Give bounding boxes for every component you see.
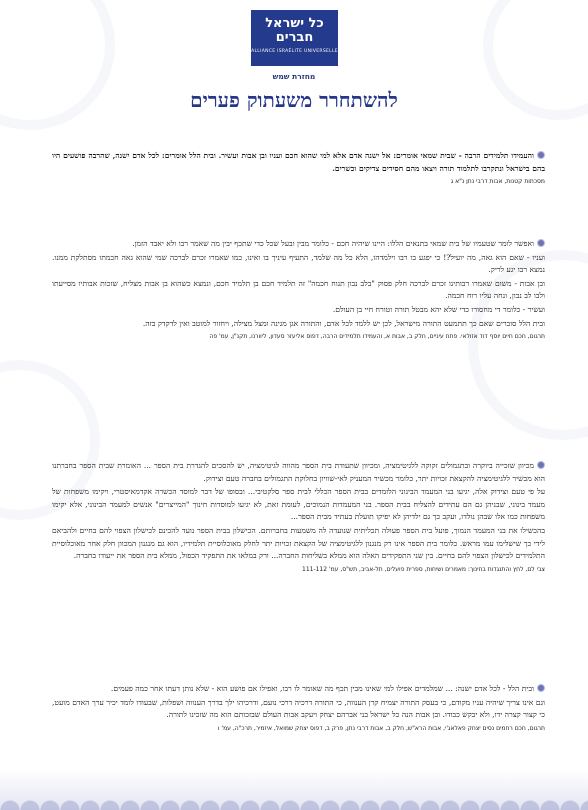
decorative-footer-band	[0, 770, 588, 810]
text-section-3	[52, 460, 545, 575]
paragraph: על פי טעם וצידוק אלה, יגיעו בני המעמד הבינוני הלומדים בבית הספר הכללי לבית ספר סלקטיבי... ובסופו של דבר למוסד הכשרה אקדמאיסטרי, ויקימו משפחות של מעמד בינוני, שבניהן גם הם עתידים להצליח בבית הספר. בני המעמדות הנמוכים, לעומת זאת, לא יגיעו למוסדות חינוך "המייצרים" אנשים למעמד הבינוני, אלא יקימו משפחות כמו אלו שבהן נולדו, ועקב כך גם ילדיהן לא יפיקו תועלת בעתיד מבית הספר...	[52, 487, 545, 522]
paragraph: ועשיר - כלומר די מחסורו כדי שלא יהא מבטל תורה וטורח חיי בן העולם.	[332, 304, 545, 314]
paragraph: וגם אינו צריך שיהיה עניו מקודם, כי בעסק התורה יצמיח קרן הענווה, כי התורה דרכיה דרכי נועם, ודרכיהו ילך בדרך הענווה ושפלות, שבעודו לומד יכיר ערך האדם מועט, כי קצור קצרה ידו, ולא יבקש כבודו. ובן אבות הנה כל ישראל בני אברהם יצחק ויעקב אבות העולם שבזכותם הוא מה שזכינו לתורה.	[52, 697, 545, 720]
logo-title: כל ישראל חברים	[265, 16, 324, 45]
org-unit-label: מחזרת שמש	[272, 72, 316, 81]
source-citation: צבי לם, לחץ והתנגדות בחינוך: מאמרים ושיחות, ספרית פועלים, תל-אביב, תש"ס, עמ' 111-112	[302, 565, 545, 573]
paragraph: ובן אבות - משום שאמרו רבותינו זכרם לברכה חלק פסוק "בלב נבון תנוח חכמה" זה תלמיד חכם בן תלמיד חכם, ונמצא כשהוא בן אבות מצליח, שזכות אבותיו מסייעתו ולבו לב נבון, ונחה עליו רוח חכמה.	[52, 278, 545, 301]
source-citation: תרגום, חכם חיים יוסף דוד אזולאי. פתח עיניים, חלק ב, אבות א, והעמידו תלמידים הרבה, דפוס אליעזר סעדון, ליוורנו, תקנ"ן, עמ' פה	[209, 333, 545, 341]
bullet-icon	[537, 684, 545, 692]
paragraph: ואפשר לומר שטעמיו של בית שמאי בתנאים הללו: היינו שיהיה חכם - כלומר מבין ובעל שכל כדי שתכף יבין מה שאמר רבו ולא יאבד הזמן.	[52, 238, 545, 251]
bullet-icon	[537, 151, 545, 159]
paragraph: ועניו - שאם הוא גאה, מה יועיל?! כי יפגע בו רבו וילמדהו, הלא כל מה שלמד, התעיף עיניך בו ואינו, כמו שאמרו זכרם לברכה שמי שהוא גאה חכמתו מסתלקת ממנו. נמצא רבו יגע לריק.	[52, 252, 545, 275]
source-citation: תרגום, חכם רחמים נסים יצחק פאלאג'י, אבות הרא"ש, חלק ב, אבות דרבי נתן, פרק ב, דפוס יצחק שמואל, איזמיר, תרכ"ה, עמ' ו	[217, 724, 545, 732]
paragraph: ובית הלל - לכל אדם ישנה: ... שמלמדים אפילו למי שאינו מבין תכף מה שאומר לו רבו, ואפילו אם פושע הוא - שלא נותן דעתו אחר כמה פעמים.	[52, 683, 545, 696]
organization-logo	[251, 10, 338, 66]
text-section-2	[52, 238, 545, 342]
text-section-4	[52, 683, 545, 734]
page-title: להשתחרר משעתוק פערים	[190, 88, 398, 112]
paragraph: מכיוון שזכייה ביוקרה ובתגמולים זקוקה ללגיטימציה, ומכיוון שתעודת בית הספר מהווה לגיטימציה, יש להסכים להגדרת בית הספר ... האומרת שבית הספר בחברתנו הוא מכשיר ללגיטימציה להקצאת זכויות יתר, כלומר מכשיר המעניק לאי-שוויון בחלוקת התגמולים בחברה טעם וצידוק.	[52, 461, 545, 483]
text-section-1	[52, 150, 545, 187]
paragraph: והעמידו תלמידים הרבה - שבית שמאי אומרים: אל ישנה אדם אלא למי שהוא חכם ועניו ובן אבות ועשיר. ובית הלל אומרים: לכל אדם ישנה, שהרבה פושעים היו בהם בישראל ונתקרבו לתלמוד תורה ויצאו מהם חסידים צדיקים וכשרים.	[52, 151, 545, 173]
paragraph: ובית הלל סוברים שאם כך תתמעט התורה מישראל, לכן יש ללמד לכל אדם, והתורה אגן מגינה ומצל מצילה, ויחזור למוטב ואין לדקדק בזה.	[142, 318, 545, 328]
bullet-icon	[537, 461, 545, 469]
source-citation: מסכתות קטנות, אבות דרבי נתן נ"א ג	[450, 178, 545, 186]
bullet-icon	[537, 239, 545, 247]
logo-subtitle: ALLIANCE ISRAÉLITE UNIVERSELLE	[251, 49, 338, 54]
paragraph: בהכשילו את בני המעמד הנמוך, פועל בית הספר פעולה תכליתית שנועדה לה משמעות בחברותם. הכישלון בבית הספר נועד להכינם לכישלון הצפוי להם בחיים ולהביאם לידי כך שישלימו עמו מראש. כלומר בית הספר אינו רק מנגנון ללגיטימציה של הקצאת זכויות יתר לחלק מאוכלוסיית תלמידיו, הוא גם מנגנון המכוון חלק אחר מאוכלוסיית התלמידים לכישלון הצפוי להם בחיים. בין שני התפקידים האלה הוא ממלא בשליחות החברה... ורק במלאו את התפקיד הכפול, ממלא בית הספר את ייעודו בחברה.	[52, 525, 545, 561]
